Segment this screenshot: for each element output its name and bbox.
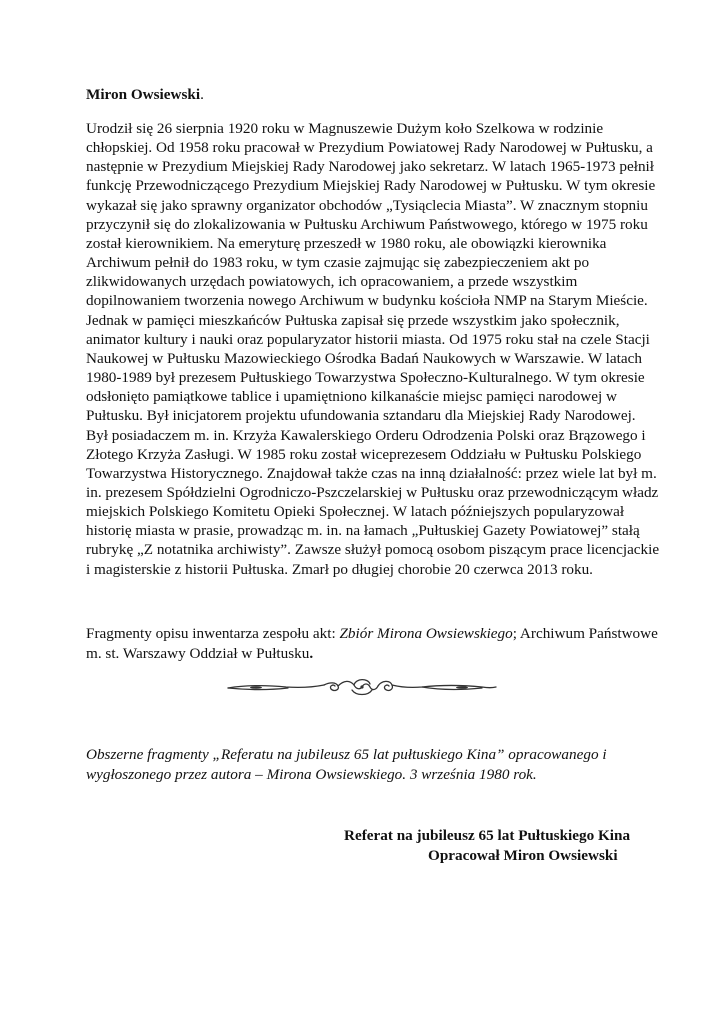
italic-note-paragraph: [86, 745, 646, 785]
biography-line: chłopskiej. Od 1958 roku pracował w Prezydium Powiatowej Rady Narodowej w Pułtusku, a: [86, 139, 653, 157]
biography-line: przyczynił się do zlokalizowania w Pułtusku Archiwum Państwowego, którego w 1975 roku: [86, 215, 648, 233]
biography-line: Towarzystwa Historycznego. Znajdował także czas na inną działalność: przez wiele lat był m.: [86, 464, 657, 482]
referat-title: Referat na jubileusz 65 lat Pułtuskiego Kina: [344, 827, 631, 844]
fragments-end-period: .: [309, 645, 314, 662]
biography-line: następnie w Prezydium Miejskiej Rady Narodowej jako sekretarz. W latach 1965-1973 pełnił: [86, 158, 654, 176]
biography-line: Archiwum pełnił do 1983 roku, w tym czasie zajmując się zabezpieczeniem akt po: [86, 254, 590, 272]
fragments-suffix: ; Archiwum Państwowe: [512, 625, 658, 642]
biography-line: miejskich Polskiego Komitetu Opieki Społecznej. W latach późniejszych popularyzował: [86, 503, 625, 521]
biography-paragraph: [86, 119, 660, 579]
author-signature: Opracował Miron Owsiewski: [428, 847, 618, 864]
biography-line: 1980-1989 był prezesem Pułtuskiego Towarzystwa Społeczno-Kulturalnego. W tym okresie: [86, 369, 645, 387]
fragments-paragraph: [86, 624, 658, 664]
biography-line: został kierownikiem. Na emeryturę przeszedł w 1980 roku, ale obowiązki kierownika: [86, 234, 607, 252]
collection-title: Zbiór Mirona Owsiewskiego: [339, 625, 513, 642]
document-heading: [86, 85, 204, 105]
biography-line: Pułtusku. Był inicjatorem projektu ufundowania sztandaru dla Miejskiej Rady Narodowej.: [86, 407, 636, 425]
biography-line: Jednak w pamięci mieszkańców Pułtuska zapisał się przede wszystkim jako społecznik,: [86, 311, 620, 329]
italic-note-line: wygłoszonego przez autora – Mirona Owsiewskiego. 3 września 1980 rok.: [86, 766, 537, 783]
archive-branch: m. st. Warszawy Oddział w Pułtusku: [86, 645, 310, 662]
fragments-line-1: [86, 624, 658, 644]
biography-line: funkcję Przewodniczącego Prezydium Miejskiej Rady Narodowej w Pułtusku. W tym okresie: [86, 177, 656, 195]
heading-period: .: [200, 86, 204, 103]
biography-line: Naukowej w Pułtusku Mazowieckiego Ośrodka Badań Naukowych w Warszawie. W latach: [86, 349, 642, 367]
biography-line: historię miasta w prasie, prowadząc m. in. na łamach „Pułtuskiej Gazety Powiatowej” stałą: [86, 522, 640, 540]
biography-line: Był posiadaczem m. in. Krzyża Kawalerskiego Orderu Odrodzenia Polski oraz Brązowego i: [86, 426, 646, 444]
italic-note-line: Obszerne fragmenty „Referatu na jubileusz 65 lat pułtuskiego Kina” opracowanego i: [86, 746, 607, 763]
biography-line: i magisterskie z historii Pułtuska. Zmarł po długiej chorobie 20 czerwca 2013 roku.: [86, 560, 593, 578]
biography-line: zlikwidowanych urzędach powiatowych, ich opracowaniem, a przede wszystkim: [86, 273, 578, 291]
biography-line: Złotego Krzyża Zasługi. W 1985 roku został wiceprezesem Oddziału w Pułtusku Polskiego: [86, 445, 642, 463]
biography-line: wykazał się jako sprawny organizator obchodów „Tysiąclecia Miasta”. W znacznym stopniu: [86, 196, 648, 214]
fragments-line-2: [86, 644, 646, 664]
biography-line: Urodził się 26 sierpnia 1920 roku w Magnuszewie Dużym koło Szelkowa w rodzinie: [86, 120, 604, 137]
decorative-flourish-divider-icon: [226, 672, 498, 702]
biography-line: dopilnowaniem tworzenia nowego Archiwum w budynku kościoła NMP na Starym Mieście.: [86, 292, 648, 310]
biography-line: rubrykę „Z notatnika archiwisty”. Zawsze służył pomocą osobom piszącym prace licencjackie: [86, 541, 660, 559]
biography-line: odsłonięto pamiątkowe tablice i upamiętniono kilkanaście miejsc pamięci narodowej w: [86, 388, 617, 406]
biography-line: in. prezesem Spółdzielni Ogrodniczo-Pszczelarskiej w Pułtusku oraz przewodniczącym władz: [86, 483, 659, 501]
person-name: Miron Owsiewski: [86, 86, 201, 103]
biography-line: animator kultury i nauki oraz popularyzator historii miasta. Od 1975 roku stał na czele Stacji: [86, 330, 650, 348]
fragments-prefix: Fragmenty opisu inwentarza zespołu akt:: [86, 625, 340, 642]
